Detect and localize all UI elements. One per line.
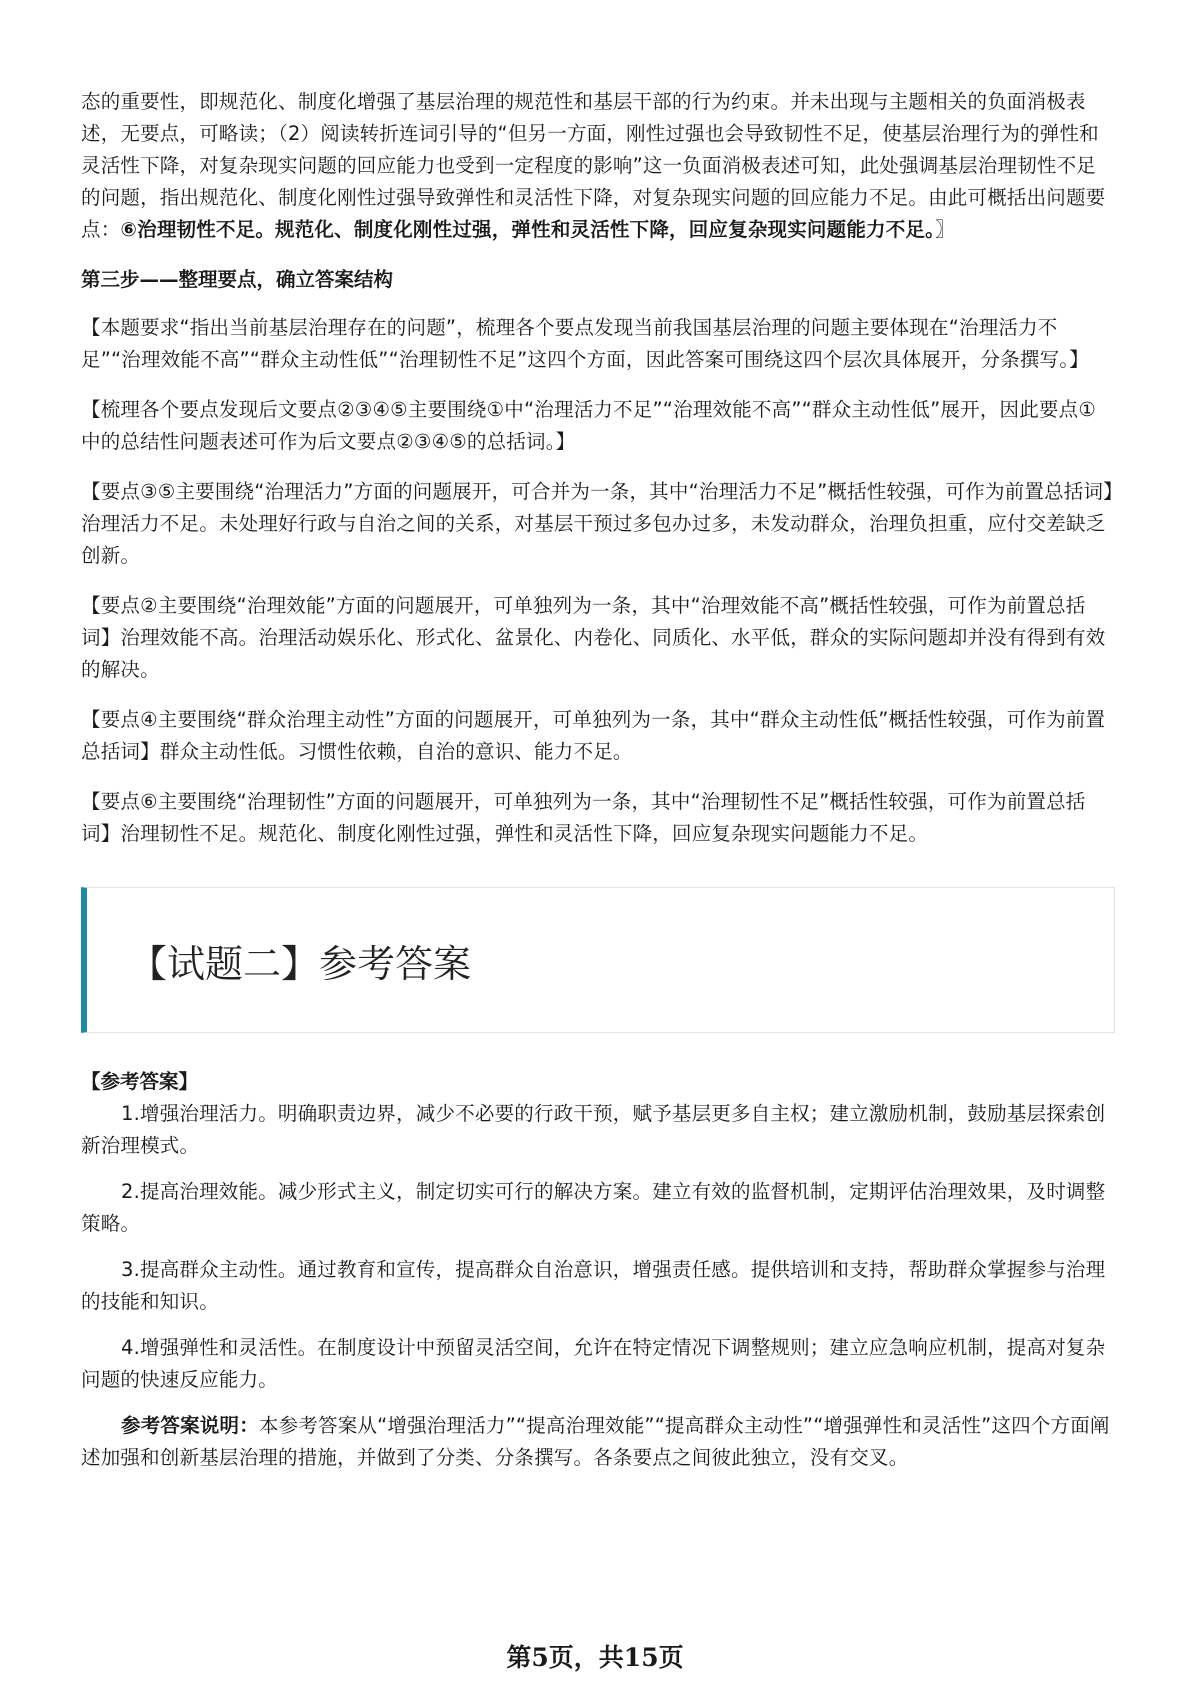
answer-item: 3.提高群众主动性。通过教育和宣传，提高群众自治意识，增强责任感。提供培训和支持，帮助群众掌握参与治理的技能和知识。 bbox=[81, 1258, 1106, 1313]
answer-item: 4.增强弹性和灵活性。在制度设计中预留灵活空间，允许在特定情况下调整规则；建立应急响应机制，提高对复杂问题的快速反应能力。 bbox=[81, 1336, 1106, 1391]
continuation-end: 〗 bbox=[935, 218, 955, 241]
section-header bbox=[81, 887, 1115, 1033]
step3-paragraph: 【要点⑥主要围绕“治理韧性”方面的问题展开，可单独列为一条，其中“治理韧性不足”概括性较强，可作为前置总括词】治理韧性不足。规范化、制度化刚性过强，弹性和灵活性下降，回应复杂现实问题能力不足。 bbox=[81, 790, 1086, 845]
answer-note-text: 本参考答案从“增强治理活力”“提高治理效能”“提高群众主动性”“增强弹性和灵活性”这四个方面阐述加强和创新基层治理的措施，并做到了分类、分条撰写。各条要点之间彼此独立，没有交叉。 bbox=[81, 1414, 1110, 1469]
step3-paragraph: 【本题要求“指出当前基层治理存在的问题”，梳理各个要点发现当前我国基层治理的问题主要体现在“治理活力不足”“治理效能不高”“群众主动性低”“治理韧性不足”这四个方面，因此答案可围绕这四个层次具体展开，分条撰写。】 bbox=[81, 316, 1089, 371]
step3-title: 第三步——整理要点，确立答案结构 bbox=[81, 268, 394, 291]
step3-paragraph: 【要点②主要围绕“治理效能”方面的问题展开，可单独列为一条，其中“治理效能不高”概括性较强，可作为前置总括词】治理效能不高。治理活动娱乐化、形式化、盆景化、内卷化、同质化、水平低，群众的实际问题却并没有得到有效的解决。 bbox=[81, 594, 1106, 681]
reference-answer bbox=[81, 1066, 1115, 1488]
continuation-bold: ⑥治理韧性不足。规范化、制度化刚性过强，弹性和灵活性下降，回应复杂现实问题能力不足。 bbox=[120, 218, 936, 241]
answer-heading: 【参考答案】 bbox=[81, 1070, 199, 1093]
step3-paragraph: 【要点④主要围绕“群众治理主动性”方面的问题展开，可单独列为一条，其中“群众主动性低”概括性较强，可作为前置总括词】群众主动性低。习惯性依赖，自治的意识、能力不足。 bbox=[81, 708, 1106, 763]
analysis-section bbox=[81, 86, 1115, 868]
answer-item: 2.提高治理效能。减少形式主义，制定切实可行的解决方案。建立有效的监督机制，定期评估治理效果，及时调整策略。 bbox=[81, 1180, 1106, 1235]
answer-note-label: 参考答案说明： bbox=[121, 1414, 259, 1437]
section-title: 【试题二】参考答案 bbox=[129, 941, 472, 986]
step3-paragraph: 【梳理各个要点发现后文要点②③④⑤主要围绕①中“治理活力不足”“治理效能不高”“群众主动性低”展开，因此要点①中的总结性问题表述可作为后文要点②③④⑤的总括词。】 bbox=[81, 398, 1097, 453]
page-footer: 第5页，共15页 bbox=[506, 1643, 684, 1672]
step3-paragraph: 【要点③⑤主要围绕“治理活力”方面的问题展开，可合并为一条，其中“治理活力不足”概括性较强，可作为前置总括词】治理活力不足。未处理好行政与自治之间的关系，对基层干预过多包办过多，未发动群众，治理负担重，应付交差缺乏创新。 bbox=[81, 480, 1114, 567]
answer-note bbox=[81, 1410, 1115, 1474]
answer-item: 1.增强治理活力。明确职责边界，减少不必要的行政干预，赋予基层更多自主权；建立激励机制，鼓励基层探索创新治理模式。 bbox=[81, 1102, 1106, 1157]
continuation-text: 态的重要性，即规范化、制度化增强了基层治理的规范性和基层干部的行为约束。并未出现与主题相关的负面消极表述，无要点，可略读；（2）阅读转折连词引导的“但另一方面，刚性过强也会导致韧性不足，使基层治理行为的弹性和灵活性下降，对复杂现实问题的回应能力也受到一定程度的影响”这一负面消极表述可知，此处强调基层治理韧性不足的问题，指出规范化、制度化刚性过强导致弹性和灵活性下降，对复杂现实问题的回应能力不足。由此可概括出问题要点： bbox=[81, 90, 1106, 241]
continuation-paragraph bbox=[81, 86, 1115, 246]
